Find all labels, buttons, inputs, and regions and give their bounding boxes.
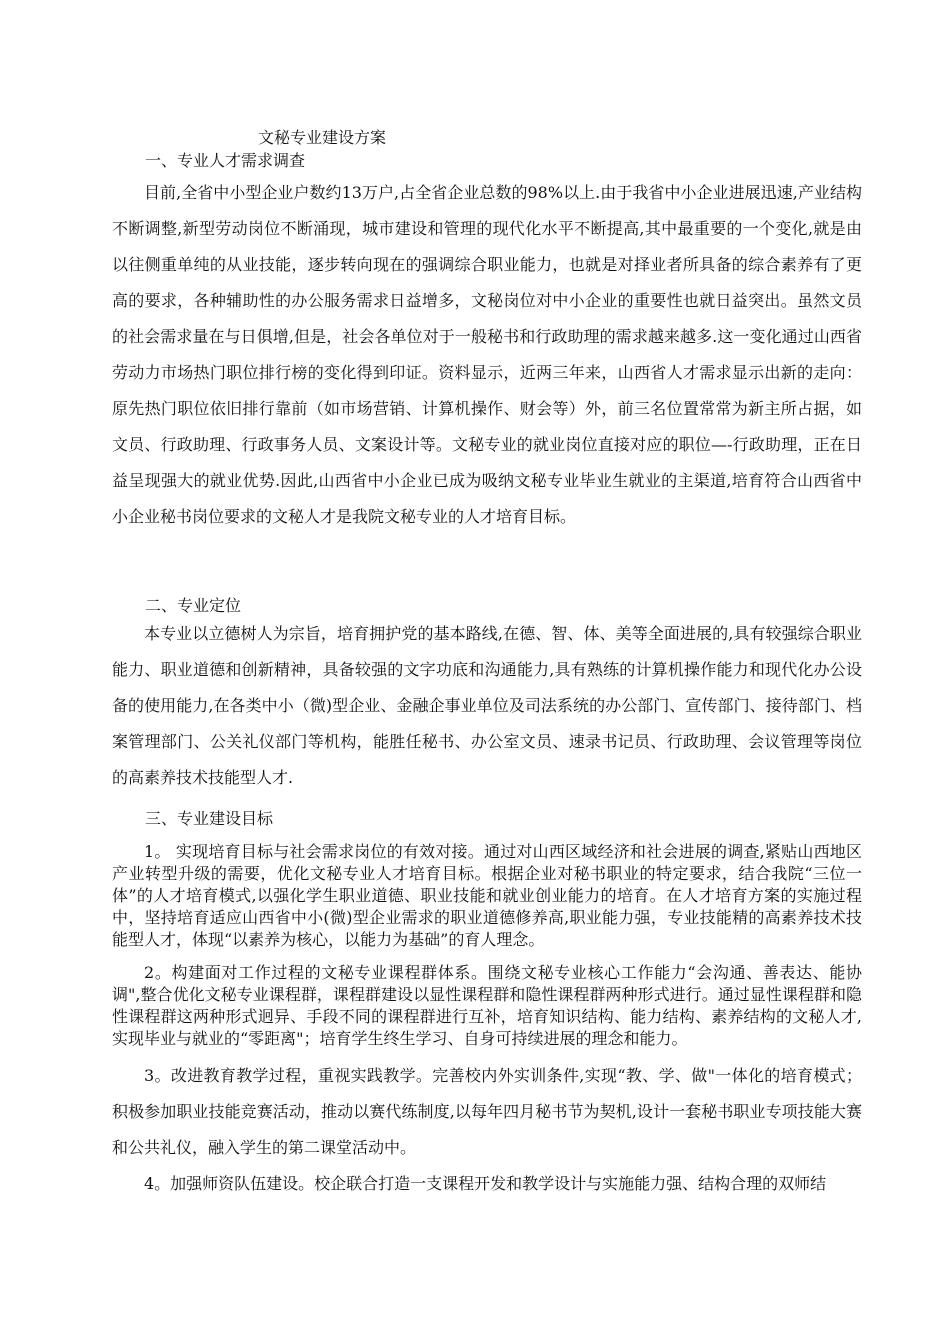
paragraph-goal-2: 2。构建面对工作过程的文秘专业课程群体系。围绕文秘专业核心工作能力“会沟通、善表达、能协调",整合优化文秘专业课程群，课程群建设以显性课程群和隐性课程群两种形式进行。通过显性课程群和隐性课程群这两种形式迥异、手段不同的课程群进行互补，培育知识结构、能力结构、素养结构的文秘人才,实现毕业与就业的“零距离"；培育学生终生学习、自身可持续进展的理念和能力。 xyxy=(112,963,862,1048)
document-title: 文秘专业建设方案 xyxy=(258,128,387,147)
section-heading-demand: 一、专业人才需求调查 xyxy=(145,151,306,170)
paragraph-goal-1: 1。 实现培育目标与社会需求岗位的有效对接。通过对山西区域经济和社会进展的调查,紧贴山西地区产业转型升级的需要，优化文秘专业人才培育目标。根据企业对秘书职业的特定要求，结合我院“三位一体”的人才培育模式,以强化学生职业道德、职业技能和就业创业能力的培育。在人才培育方案的实施过程中，坚持培育适应山西省中小(微)型企业需求的职业道德修养高,职业能力强，专业技能精的高素养技术技能型人才，体现“以素养为核心，以能力为基础”的育人理念。 xyxy=(112,842,862,949)
paragraph-goal-3: 3。改进教育教学过程，重视实践教学。完善校内外实训条件,实现“教、学、做"一体化的培育模式；积极参加职业技能竞赛活动，推动以赛代练制度,以每年四月秘书节为契机,设计一套秘书职业专项技能大赛和公共礼仪，融入学生的第二课堂活动中。 xyxy=(112,1066,862,1157)
paragraph-demand: 目前,全省中小型企业户数约13万户,占全省企业总数的98%以上.由于我省中小企业进展迅速,产业结构不断调整,新型劳动岗位不断涌现，城市建设和管理的现代化水平不断提高,其中最重要的一个变化,就是由以往侧重单纯的从业技能，逐步转向现在的强调综合职业能力，也就是对择业者所具备的综合素养有了更高的要求，各种辅助性的办公服务需求日益增多，文秘岗位对中小企业的重要性也就日益突出。虽然文员的社会需求量在与日俱增,但是，社会各单位对于一般秘书和行政助理的需求越来越多.这一变化通过山西省劳动力市场热门职位排行榜的变化得到印证。资料显示，近两三年来，山西省人才需求显示出新的走向：原先热门职位依旧排行靠前（如市场营销、计算机操作、财会等）外，前三名位置常常为新主所占据，如文员、行政助理、行政事务人员、文案设计等。文秘专业的就业岗位直接对应的职位—-行政助理，正在日益呈现强大的就业优势.因此,山西省中小企业已成为吸纳文秘专业毕业生就业的主渠道,培育符合山西省中小企业秘书岗位要求的文秘人才是我院文秘专业的人才培育目标。 xyxy=(112,183,862,526)
section-heading-goals: 三、专业建设目标 xyxy=(145,809,274,828)
paragraph-goal-4: 4。加强师资队伍建设。校企联合打造一支课程开发和教学设计与实施能力强、结构合理的双师结 xyxy=(144,1174,827,1193)
section-heading-positioning: 二、专业定位 xyxy=(145,596,242,615)
paragraph-positioning: 本专业以立德树人为宗旨，培育拥护党的基本路线,在德、智、体、美等全面进展的,具有较强综合职业能力、职业道德和创新精神，具备较强的文字功底和沟通能力,具有熟练的计算机操作能力和现代化办公设备的使用能力,在各类中小（微)型企业、金融企事业单位及司法系统的办公部门、宣传部门、接待部门、档案管理部门、公关礼仪部门等机构，能胜任秘书、办公室文员、速录书记员、行政助理、会议管理等岗位的高素养技术技能型人才. xyxy=(112,624,862,787)
